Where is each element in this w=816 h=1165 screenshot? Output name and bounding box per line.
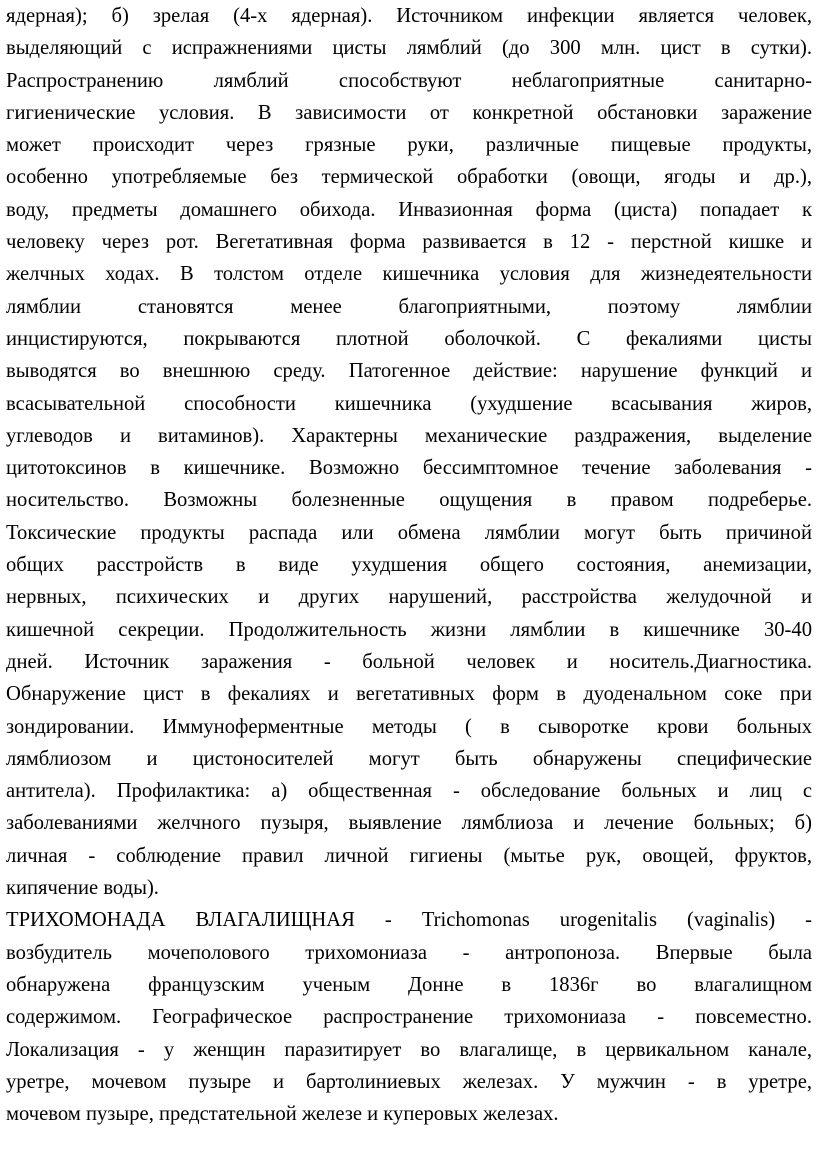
text-line: лямблиозом и цистоносителей могут быть обнаружены специфические	[6, 747, 812, 770]
text-line: заболеваниями желчного пузыря, выявление лямблиоза и лечение больных; б)	[6, 812, 812, 835]
text-line: мочевом пузыре, предстательной железе и куперовых железах.	[6, 1103, 559, 1126]
text-line: углеводов и витаминов). Характерны механические раздражения, выделение	[6, 424, 812, 447]
text-line: инцистируются, покрываются плотной оболочкой. С фекалиями цисты	[6, 327, 812, 350]
text-line: возбудитель мочеполового трихомониаза - антропоноза. Впервые была	[6, 941, 812, 964]
text-line: общих расстройств в виде ухудшения общего состояния, анемизации,	[6, 554, 812, 577]
text-line: всасывательной способности кишечника (ухудшение всасывания жиров,	[6, 392, 812, 415]
text-line: человеку через рот. Вегетативная форма развивается в 12 - перстной кишке и	[6, 231, 812, 254]
paragraph-trichomonas	[6, 904, 812, 1130]
text-line: Локализация - у женщин паразитирует во влагалище, в цервикальном канале,	[6, 1038, 812, 1061]
text-line: может происходит через грязные руки, различные пищевые продукты,	[6, 134, 812, 157]
text-line: Распространению лямблий способствуют неблагоприятные санитарно-	[6, 69, 812, 92]
text-line: выводятся во внешнюю среду. Патогенное действие: нарушение функций и	[6, 360, 812, 383]
text-line: лямблии становятся менее благоприятными, поэтому лямблии	[6, 295, 812, 318]
text-line: содержимом. Географическое распространение трихомониаза - повсеместно.	[6, 1006, 812, 1029]
text-line: личная - соблюдение правил личной гигиены (мытье рук, овощей, фруктов,	[6, 844, 812, 867]
text-line: Токсические продукты распада или обмена лямблии могут быть причиной	[6, 521, 812, 544]
document-page	[6, 0, 812, 1130]
text-line: антитела). Профилактика: а) общественная - обследование больных и лиц с	[6, 780, 812, 803]
paragraph-lamblia	[6, 0, 812, 904]
text-line: зондировании. Иммуноферментные методы ( в сыворотке крови больных	[6, 715, 812, 738]
text-line: желчных ходах. В толстом отделе кишечника условия для жизнедеятельности	[6, 263, 812, 286]
text-line: ТРИХОМОНАДА ВЛАГАЛИЩНАЯ - Trichomonas urogenitalis (vaginalis) -	[6, 909, 812, 932]
text-line: кипячение воды).	[6, 877, 159, 900]
text-line: нервных, психических и других нарушений, расстройства желудочной и	[6, 586, 812, 609]
text-line: воду, предметы домашнего обихода. Инвазионная форма (циста) попадает к	[6, 198, 812, 221]
text-line: выделяющий с испражнениями цисты лямблий (до 300 млн. цист в сутки).	[6, 37, 812, 60]
text-line: ядерная); б) зрелая (4-х ядерная). Источником инфекции является человек,	[6, 5, 812, 27]
text-line: цитотоксинов в кишечнике. Возможно бессимптомное течение заболевания -	[6, 457, 812, 480]
text-line: обнаружена французским ученым Донне в 1836г во влагалищном	[6, 973, 812, 996]
text-line: дней. Источник заражения - больной человек и носитель.Диагностика.	[6, 650, 812, 673]
text-line: Обнаружение цист в фекалиях и вегетативных форм в дуоденальном соке при	[6, 683, 812, 706]
text-line: особенно употребляемые без термической обработки (овощи, ягоды и др.),	[6, 166, 812, 189]
text-line: гигиенические условия. В зависимости от конкретной обстановки заражение	[6, 101, 812, 124]
text-line: кишечной секреции. Продолжительность жизни лямблии в кишечнике 30-40	[6, 618, 812, 641]
text-line: носительство. Возможны болезненные ощущения в правом подреберье.	[6, 489, 812, 512]
text-line: уретре, мочевом пузыре и бартолиниевых железах. У мужчин - в уретре,	[6, 1070, 812, 1093]
